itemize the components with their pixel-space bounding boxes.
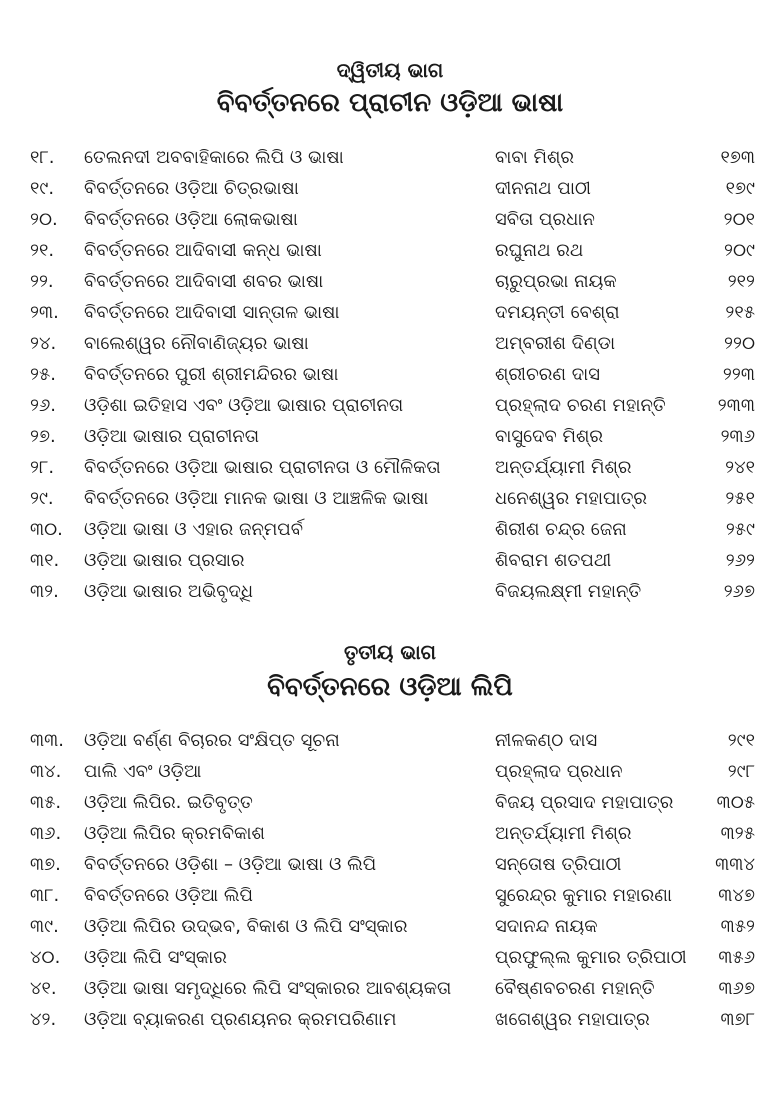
entry-title: ବିବର୍ତ୍ତନରେ ଆଦିବାସୀ ଶବର ଭାଷା	[84, 271, 324, 292]
entry-author: ସବିତା ପ୍ରଧାନ	[495, 209, 595, 230]
entry-page: ୩୩୪	[715, 854, 755, 875]
entry-page: ୨୩୩	[717, 395, 755, 416]
toc-entry	[0, 452, 780, 483]
entry-author: ବାବା ମିଶ୍ର	[495, 147, 574, 168]
part-3-title: ବିବର୍ତ୍ତନରେ ଓଡ଼ିଆ ଲିପି	[267, 672, 513, 702]
toc-entry	[0, 297, 780, 328]
toc-entry	[0, 173, 780, 204]
part-2-label: ଦ୍ୱିତୀୟ ଭାଗ	[336, 58, 444, 82]
toc-entry	[0, 483, 780, 514]
entry-number: ୨୦.	[30, 209, 58, 230]
entry-author: ବାସୁଦେବ ମିଶ୍ର	[495, 426, 604, 447]
entry-author: ପ୍ରହ୍ଲାଦ ପ୍ରଧାନ	[495, 761, 623, 782]
entry-number: ୨୪.	[30, 333, 57, 354]
toc-entry	[0, 973, 780, 1004]
toc-entry	[0, 849, 780, 880]
entry-author: ଖଗେଶ୍ୱର ମହାପାତ୍ର	[495, 1009, 650, 1030]
entry-page: ୩୦୫	[716, 792, 755, 813]
entry-title: ଓଡ଼ିଆ ଲିପିର କ୍ରମବିକାଶ	[84, 823, 265, 844]
entry-title: ବିବର୍ତ୍ତନରେ ଆଦିବାସୀ ସାନ୍ତାଳ ଭାଷା	[84, 302, 340, 323]
entry-number: ୪୨.	[30, 1009, 57, 1030]
toc-entry	[0, 235, 780, 266]
toc-entry	[0, 328, 780, 359]
entry-title: ବିବର୍ତ୍ତନରେ ଆଦିବାସୀ କନ୍ଧ ଭାଷା	[84, 240, 322, 261]
entry-page: ୨୫୯	[725, 519, 755, 540]
entry-page: ୩୨୫	[720, 823, 755, 844]
part-3-label: ତୃତୀୟ ଭାଗ	[343, 640, 436, 664]
entry-title: ବିବର୍ତ୍ତନରେ ଓଡ଼ିଆ ମାନକ ଭାଷା ଓ ଆଞ୍ଚଳିକ ଭାଷା	[84, 488, 429, 509]
entry-number: ୧୮.	[30, 147, 55, 168]
entry-title: ଓଡ଼ିଆ ବ୍ୟାକରଣ ପ୍ରଣୟନର କ୍ରମପରିଣାମ	[84, 1009, 397, 1030]
entry-number: ୩୮.	[30, 885, 60, 906]
part-2-title: ବିବର୍ତ୍ତନରେ ପ୍ରାଚୀନ ଓଡ଼ିଆ ଭାଷା	[216, 88, 564, 118]
entry-title: ଓଡ଼ିଆ ବର୍ଣ୍ଣ ବିଚାରର ସଂକ୍ଷିପ୍ତ ସୂଚନା	[84, 730, 340, 751]
toc-entry	[0, 911, 780, 942]
toc-entry	[0, 204, 780, 235]
entry-page: ୩୭୮	[720, 1009, 755, 1030]
entry-title: ବିବର୍ତ୍ତନରେ ଓଡ଼ିଆ ଲୋକଭାଷା	[84, 209, 298, 230]
entry-page: ୧୭୩	[720, 147, 755, 168]
toc-entry	[0, 787, 780, 818]
entry-page: ୩୫୬	[718, 947, 755, 968]
entry-page: ୨୦୧	[723, 209, 755, 230]
entry-title: ଓଡ଼ିଆ ଭାଷାର ଅଭିବୃଦ୍ଧି	[84, 581, 254, 602]
entry-number: ୩୯.	[30, 916, 59, 937]
entry-author: ବୈଷ୍ଣବଚରଣ ମହାନ୍ତି	[495, 978, 655, 999]
entry-author: ଚାରୁପ୍ରଭା ନାୟକ	[495, 271, 617, 292]
entry-number: ୨୫.	[30, 364, 56, 385]
entry-author: ସଦାନନ୍ଦ ନାୟକ	[495, 916, 598, 937]
entry-page: ୩୬୭	[718, 978, 755, 999]
entry-page: ୨୪୧	[725, 457, 755, 478]
entry-page: ୩୫୨	[720, 916, 755, 937]
entry-title: ଓଡ଼ିଆ ଲିପିର. ଇତିବୃତ୍ତ	[84, 792, 253, 813]
entry-number: ୨୩.	[30, 302, 59, 323]
entry-page: ୨୫୧	[725, 488, 755, 509]
entry-author: ଅମ୍ବରୀଶ ଦିଣ୍ଡା	[495, 333, 616, 354]
entry-page: ୨୬୨	[725, 550, 755, 571]
entry-title: ଓଡ଼ିଆ ଭାଷା ଓ ଏହାର ଜନ୍ମପର୍ବ	[84, 519, 304, 540]
entry-title: ଓଡ଼ିଆ ଭାଷା ସମୃଦ୍ଧିରେ ଲିପି ସଂସ୍କାରର ଆବଶ୍ୟକତା	[84, 978, 452, 999]
entry-number: ୩୫.	[30, 792, 62, 813]
toc-entry	[0, 942, 780, 973]
entry-page: ୨୦୯	[724, 240, 755, 261]
entry-author: ଧନେଶ୍ୱର ମହାପାତ୍ର	[495, 488, 648, 509]
entry-author: ଦୀନନାଥ ପାଠୀ	[495, 178, 591, 199]
entry-number: ୩୩.	[30, 730, 65, 751]
toc-entry	[0, 545, 780, 576]
entry-number: ୪୧.	[30, 978, 57, 999]
entry-author: ଅନ୍ତର୍ଯ୍ୟାମୀ ମିଶ୍ର	[495, 457, 632, 478]
entry-number: ୨୬.	[30, 395, 56, 416]
toc-entry	[0, 818, 780, 849]
entry-number: ୨୮.	[30, 457, 55, 478]
entry-title: ଓଡ଼ିଆ ଲିପି ସଂସ୍କାର	[84, 947, 227, 968]
entry-number: ୩୪.	[30, 761, 62, 782]
entry-author: ଅନ୍ତର୍ଯ୍ୟାମୀ ମିଶ୍ର	[495, 823, 632, 844]
toc-entry	[0, 725, 780, 756]
entry-title: ବିବର୍ତ୍ତନରେ ଓଡ଼ିଶା – ଓଡ଼ିଆ ଭାଷା ଓ ଲିପି	[84, 854, 377, 875]
part-3-entries	[0, 725, 780, 1035]
entry-number: ୧୯.	[30, 178, 55, 199]
toc-entry	[0, 421, 780, 452]
entry-author: ରଘୁନାଥ ରଥ	[495, 240, 584, 261]
entry-number: ୩୭.	[30, 854, 61, 875]
toc-entry	[0, 359, 780, 390]
entry-title: ବିବର୍ତ୍ତନରେ ଓଡ଼ିଆ ଚିତ୍ରଭାଷା	[84, 178, 299, 199]
entry-page: ୩୪୭	[718, 885, 755, 906]
entry-number: ୩୬.	[30, 823, 62, 844]
entry-number: ୨୧.	[30, 240, 55, 261]
entry-page: ୨୩୬	[720, 426, 755, 447]
entry-title: ପାଲି ଏବଂ ଓଡ଼ିଆ	[84, 761, 202, 782]
entry-title: ବିବର୍ତ୍ତନରେ ଓଡ଼ିଆ ଭାଷାର ପ୍ରାଚୀନତା ଓ ମୌଳିକତା	[84, 457, 441, 478]
toc-entry	[0, 576, 780, 607]
toc-entry	[0, 266, 780, 297]
entry-page: ୨୨୩	[722, 364, 755, 385]
entry-title: ଓଡ଼ିଆ ଭାଷାର ପ୍ରସାର	[84, 550, 245, 571]
entry-number: ୩୦.	[30, 519, 63, 540]
entry-number: ୨୨.	[30, 271, 54, 292]
toc-entry	[0, 1004, 780, 1035]
entry-author: ପ୍ରହ୍ଲାଦ ଚରଣ ମହାନ୍ତି	[495, 395, 666, 416]
entry-author: ନୀଳକଣ୍ଠ ଦାସ	[495, 730, 598, 751]
entry-page: ୨୨୦	[724, 333, 755, 354]
toc-entry	[0, 880, 780, 911]
toc-entry	[0, 142, 780, 173]
entry-author: ବିଜୟ ପ୍ରସାଦ ମହାପାତ୍ର	[495, 792, 674, 813]
entry-author: ପ୍ରଫୁଲ୍ଲ କୁମାର ତ୍ରିପାଠୀ	[495, 947, 687, 968]
entry-author: ଶିବରାମ ଶତପଥୀ	[495, 550, 612, 571]
entry-title: ବିବର୍ତ୍ତନରେ ଓଡ଼ିଆ ଲିପି	[84, 885, 254, 906]
entry-author: ବିଜୟଲକ୍ଷ୍ମୀ ମହାନ୍ତି	[495, 581, 642, 602]
entry-author: ଦମୟନ୍ତୀ ବେଶ୍ରା	[495, 302, 620, 323]
part-2-entries	[0, 142, 780, 607]
entry-author: ଶ୍ରୀଚରଣ ଦାସ	[495, 364, 600, 385]
entry-number: ୨୯.	[30, 488, 54, 509]
entry-page: ୨୧୨	[727, 271, 755, 292]
entry-author: ସୁରେନ୍ଦ୍ର କୁମାର ମହାରଣା	[495, 885, 672, 906]
entry-page: ୧୭୯	[725, 178, 755, 199]
toc-entry	[0, 390, 780, 421]
entry-title: ତେଲନଦୀ ଅବବାହିକାରେ ଲିପି ଓ ଭାଷା	[84, 147, 344, 168]
entry-title: ବିବର୍ତ୍ତନରେ ପୁରୀ ଶ୍ରୀମନ୍ଦିରର ଭାଷା	[84, 364, 339, 385]
entry-page: ୨୧୫	[725, 302, 755, 323]
entry-title: ବାଲେଶ୍ୱର ନୌବାଣିଜ୍ୟର ଭାଷା	[84, 333, 309, 354]
entry-page: ୨୯୧	[727, 730, 755, 751]
entry-author: ଶିରୀଶ ଚନ୍ଦ୍ର ଜେନା	[495, 519, 627, 540]
toc-entry	[0, 514, 780, 545]
toc-entry	[0, 756, 780, 787]
entry-page: ୨୬୭	[723, 581, 755, 602]
entry-title: ଓଡ଼ିଶା ଇତିହାସ ଏବଂ ଓଡ଼ିଆ ଭାଷାର ପ୍ରାଚୀନତା	[84, 395, 404, 416]
entry-number: ୩୧.	[30, 550, 60, 571]
entry-number: ୨୭.	[30, 426, 56, 447]
entry-title: ଓଡ଼ିଆ ଲିପିର ଉଦ୍ଭବ, ବିକାଶ ଓ ଲିପି ସଂସ୍କାର	[84, 916, 408, 937]
entry-title: ଓଡ଼ିଆ ଭାଷାର ପ୍ରାଚୀନତା	[84, 426, 260, 447]
entry-number: ୪୦.	[30, 947, 61, 968]
entry-number: ୩୨.	[30, 581, 59, 602]
entry-author: ସନ୍ତୋଷ ତ୍ରିପାଠୀ	[495, 854, 622, 875]
entry-page: ୨୯୮	[727, 761, 755, 782]
